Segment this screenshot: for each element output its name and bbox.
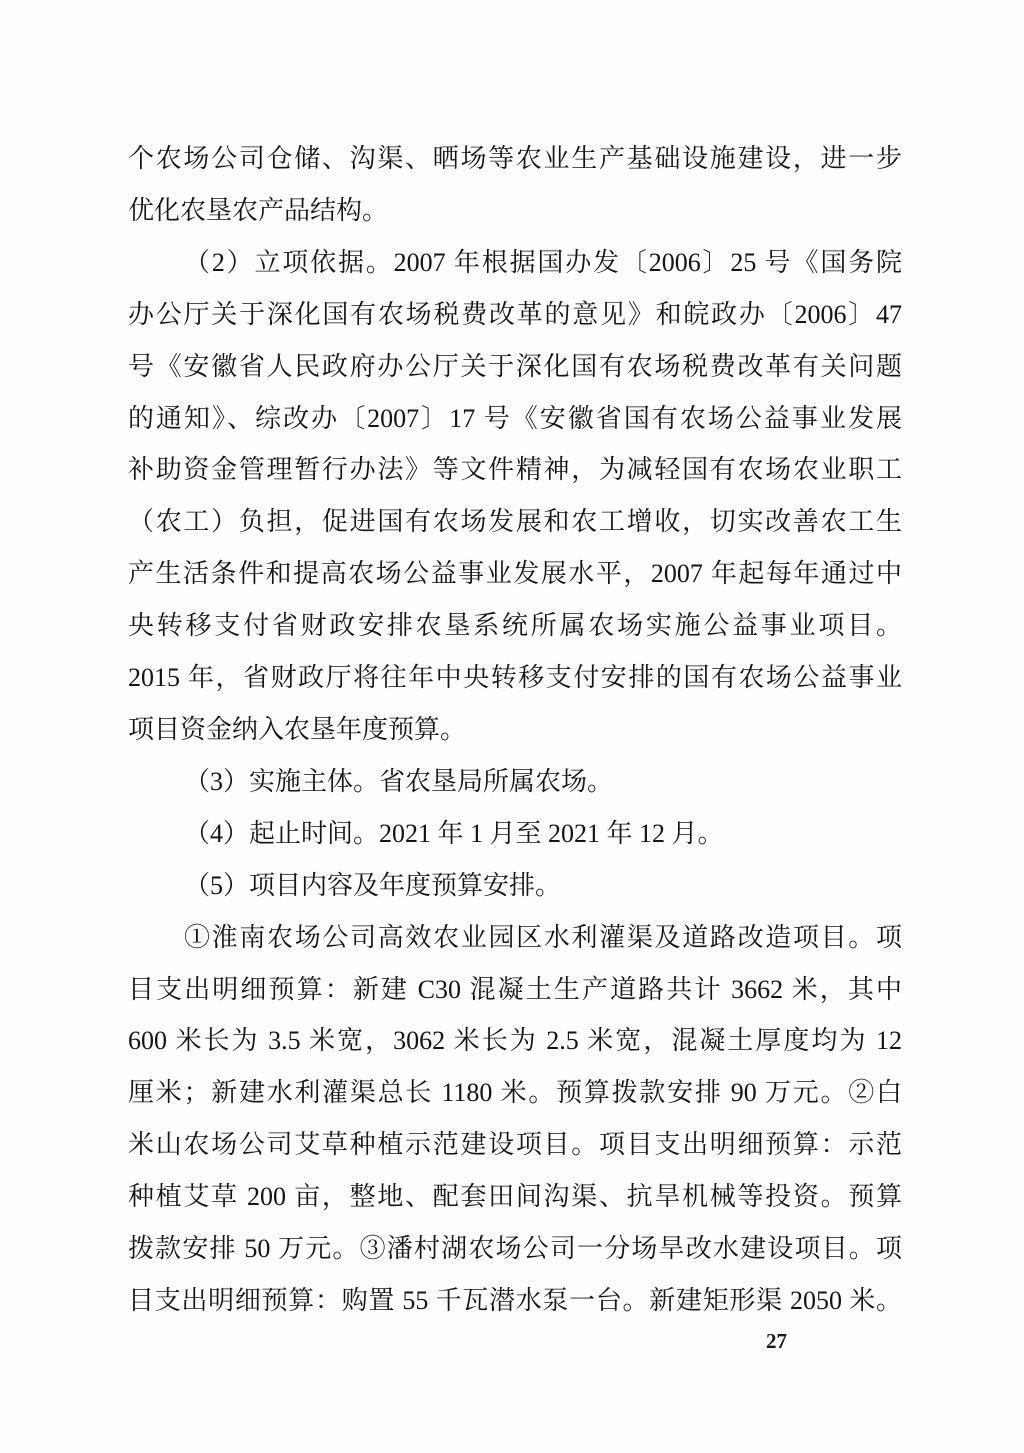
text-line: 目支出明细预算：新建 C30 混凝土生产道路共计 3662 米，其中 <box>128 974 902 1004</box>
text-line: 2015 年，省财政厅将往年中央转移支付安排的国有农场公益事业 <box>128 663 902 693</box>
text-line: 补助资金管理暂行办法》等文件精神，为减轻国有农场农业职工 <box>128 455 902 485</box>
text-line: （农工）负担，促进国有农场发展和农工增收，切实改善农工生 <box>128 507 902 537</box>
text-line: 米山农场公司艾草种植示范建设项目。项目支出明细预算：示范 <box>128 1130 902 1160</box>
text-line: 600 米长为 3.5 米宽，3062 米长为 2.5 米宽，混凝土厚度均为 12 <box>128 1026 902 1056</box>
page-number: 27 <box>766 1329 787 1353</box>
text-line: 目支出明细预算：购置 55 千瓦潜水泵一台。新建矩形渠 2050 米。 <box>128 1285 902 1315</box>
text-line: 厘米；新建水利灌渠总长 1180 米。预算拨款安排 90 万元。②白 <box>128 1078 902 1108</box>
text-line: 号《安徽省人民政府办公厅关于深化国有农场税费改革有关问题 <box>128 351 902 381</box>
text-block <box>128 133 902 1327</box>
text-line: ①淮南农场公司高效农业园区水利灌渠及道路改造项目。项 <box>184 922 902 952</box>
text-line: （5）项目内容及年度预算安排。 <box>184 870 562 900</box>
text-line: （4）起止时间。2021 年 1 月至 2021 年 12 月。 <box>184 818 724 848</box>
text-line: 优化农垦农产品结构。 <box>128 195 389 225</box>
text-line: 央转移支付省财政安排农垦系统所属农场实施公益事业项目。 <box>128 611 902 641</box>
text-line: 产生活条件和提高农场公益事业发展水平，2007 年起每年通过中 <box>128 559 902 589</box>
text-line: 种植艾草 200 亩，整地、配套田间沟渠、抗旱机械等投资。预算 <box>128 1182 902 1212</box>
text-line: 个农场公司仓储、沟渠、晒场等农业生产基础设施建设，进一步 <box>128 144 902 173</box>
text-line: 的通知》、综改办〔2007〕17 号《安徽省国有农场公益事业发展 <box>128 403 902 433</box>
text-line: 办公厅关于深化国有农场税费改革的意见》和皖政办〔2006〕47 <box>128 299 902 329</box>
text-line: （3）实施主体。省农垦局所属农场。 <box>184 766 614 796</box>
text-line: 项目资金纳入农垦年度预算。 <box>128 714 467 744</box>
text-line: 拨款安排 50 万元。③潘村湖农场公司一分场旱改水建设项目。项 <box>128 1234 902 1264</box>
text-line: （2）立项依据。2007 年根据国办发〔2006〕25 号《国务院 <box>184 247 902 277</box>
